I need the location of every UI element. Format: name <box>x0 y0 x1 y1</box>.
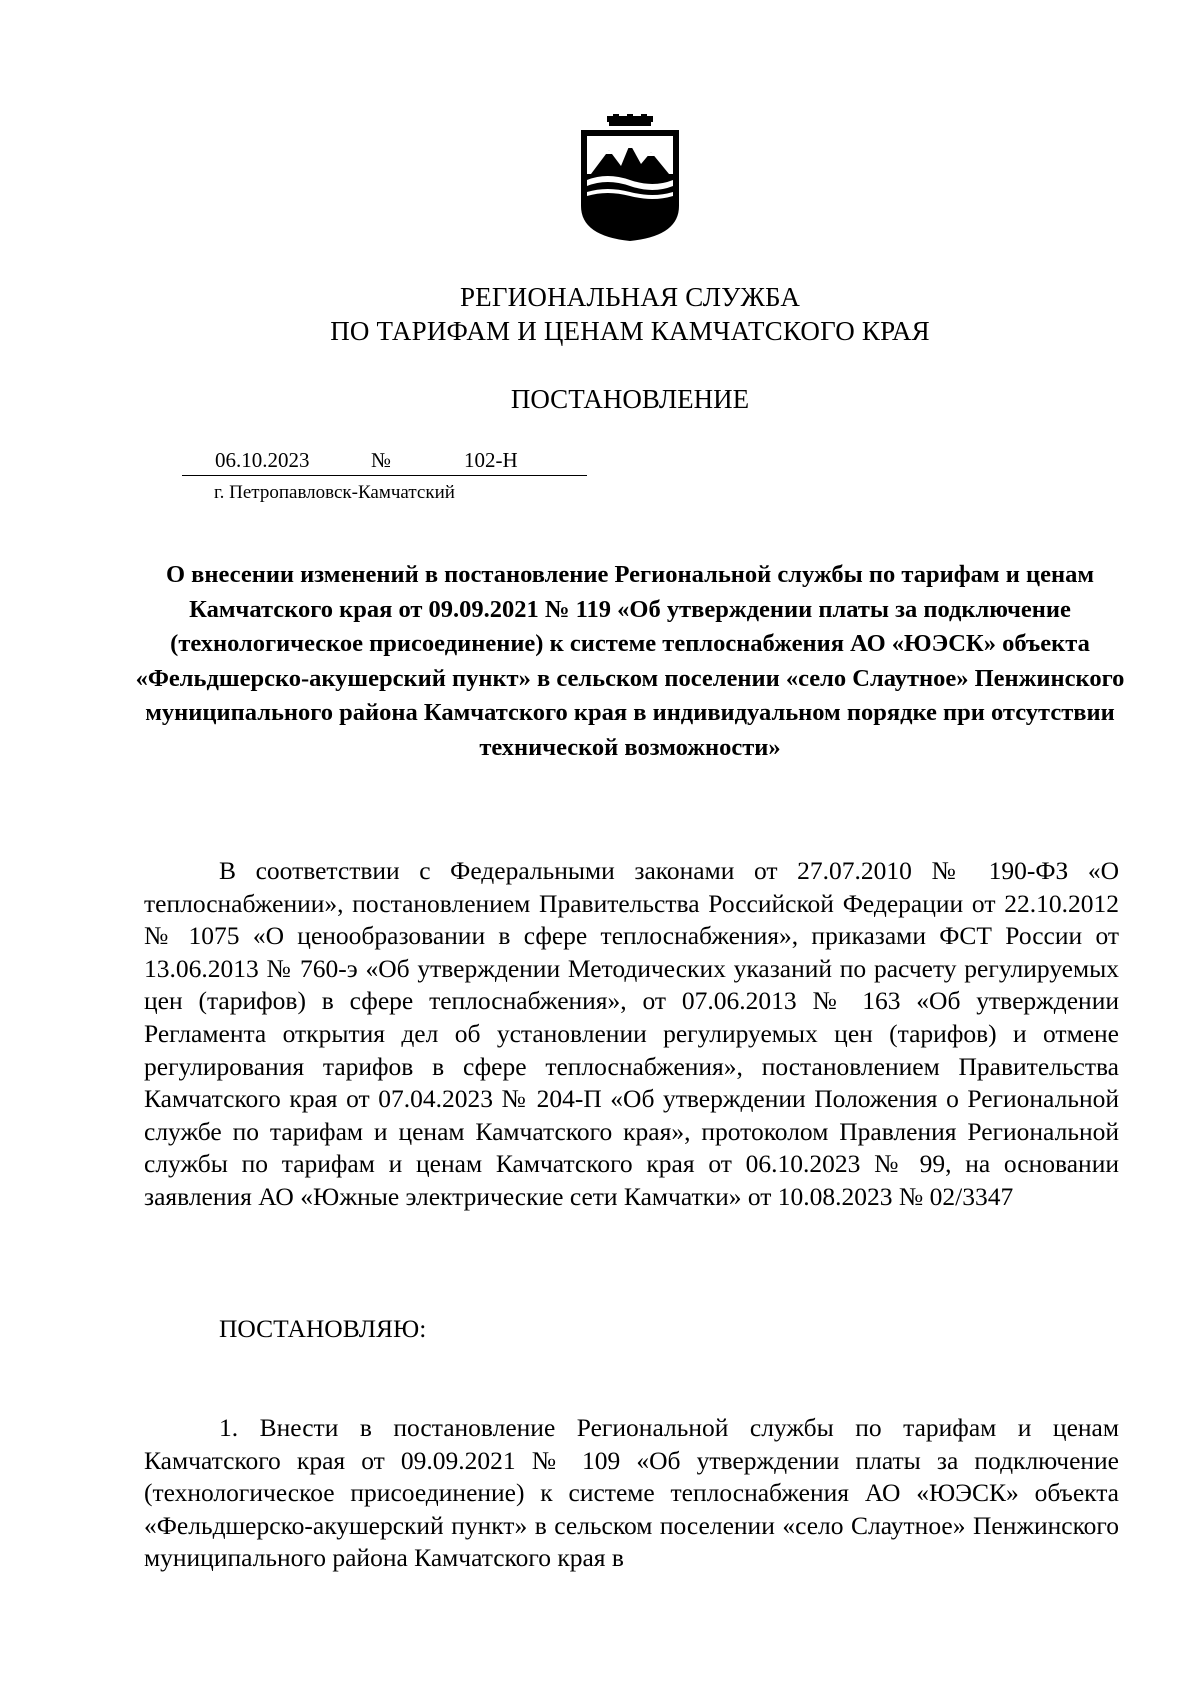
coat-of-arms-icon <box>577 114 683 242</box>
document-city: г. Петропавловск-Камчатский <box>214 482 455 503</box>
preamble-paragraph: В соответствии с Федеральными законами от 27.07.2010 № 190-ФЗ «О теплоснабжении», постановлением Правительства Российской Федерации от 22.10.2012 № 1075 «О ценообразовании в сфере теплоснабжения», приказами ФСТ России от 13.06.2013 № 760-э «Об утверждении Методических указаний по расчету регулируемых цен (тарифов) в сфере теплоснабжения», от 07.06.2013 № 163 «Об утверждении Регламента открытия дел об установлении регулируемых цен (тарифов) и отмене регулирования тарифов в сфере теплоснабжения», постановлением Правительства Камчатского края от 07.04.2023 № 204-П «Об утверждении Положения о Региональной службе по тарифам и ценам Камчатского края», протоколом Правления Региональной службы по тарифам и ценам Камчатского края от 06.10.2023 № 99, на основании заявления АО «Южные электрические сети Камчатки» от 10.08.2023 № 02/3347 <box>144 856 1119 1211</box>
date-number-row <box>182 447 587 476</box>
document-title: О внесении изменений в постановление Региональной службы по тарифам и ценам Камчатского края от 09.09.2021 № 119 «Об утверждении платы за подключение (технологическое присоединение) к системе теплоснабжения АО «ЮЭСК» объекта «Фельдшерско-акушерский пункт» в сельском поселении «село Слаутное» Пенжинского муниципального района Камчатского края в индивидуальном порядке при отсутствии технической возможности» <box>135 561 1125 761</box>
number-sign: № <box>371 448 392 472</box>
document-date: 06.10.2023 <box>215 448 310 472</box>
decree-word: ПОСТАНОВЛЯЮ: <box>219 1314 427 1343</box>
org-name-line2: ПО ТАРИФАМ И ЦЕНАМ КАМЧАТСКОГО КРАЯ <box>330 316 930 346</box>
document-type-heading: ПОСТАНОВЛЕНИЕ <box>510 384 750 414</box>
document-number: 102-Н <box>464 448 518 472</box>
clause-1-paragraph: 1. Внести в постановление Региональной службы по тарифам и ценам Камчатского края от 09.09.2021 № 109 «Об утверждении платы за подключение (технологическое присоединение) к системе теплоснабжения АО «ЮЭСК» объекта «Фельдшерско-акушерский пункт» в сельском поселении «село Слаутное» Пенжинского муниципального района Камчатского края в <box>144 1413 1119 1573</box>
org-name-line1: РЕГИОНАЛЬНАЯ СЛУЖБА <box>459 282 801 312</box>
